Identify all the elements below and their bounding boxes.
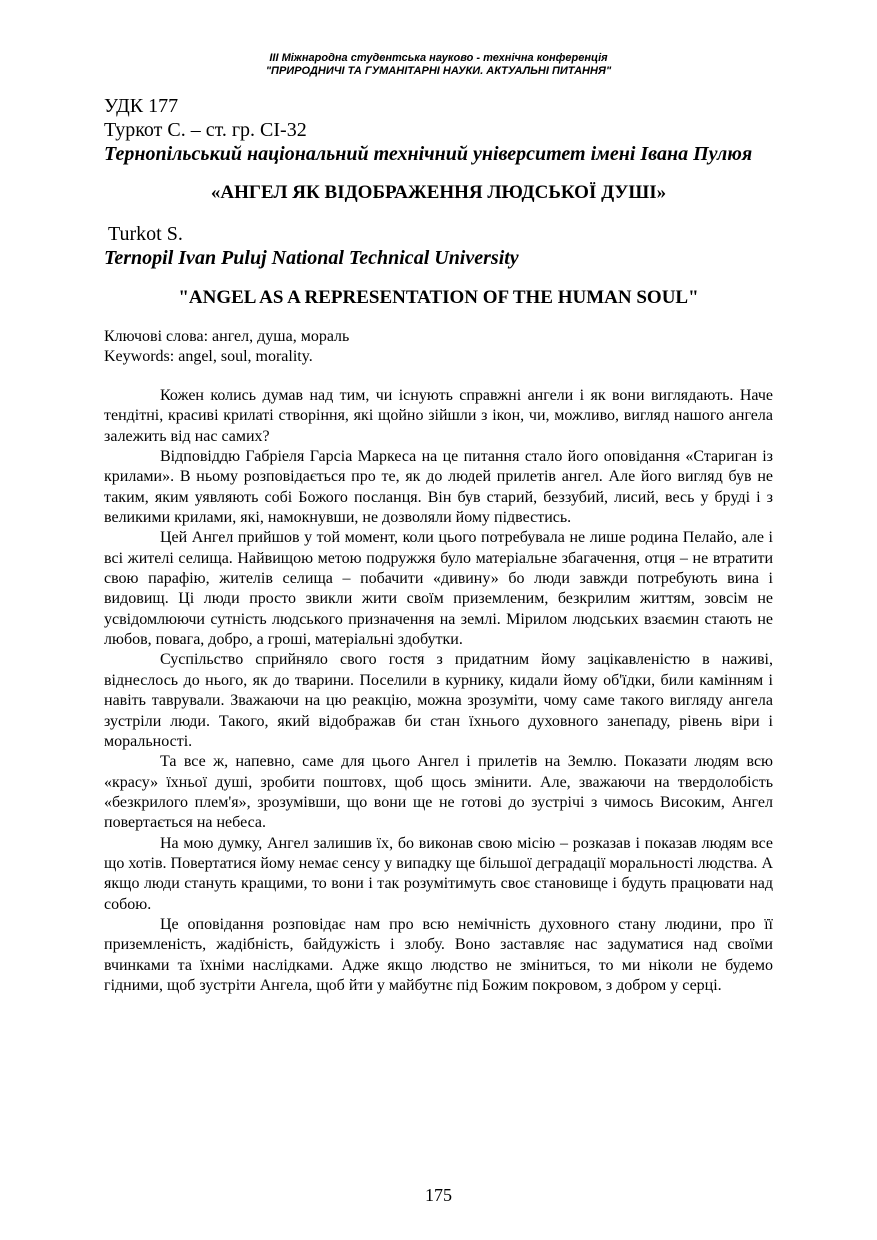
paper-title-ua: «АНГЕЛ ЯК ВІДОБРАЖЕННЯ ЛЮДСЬКОЇ ДУШІ» (210, 182, 667, 203)
paper-title-en: "ANGEL AS A REPRESENTATION OF THE HUMAN SOUL" (178, 287, 699, 308)
author-block-ua (104, 94, 784, 166)
author-ua: Туркот С. – ст. гр. СІ-32 (104, 119, 307, 141)
conference-theme-line: "ПРИРОДНИЧІ ТА ГУМАНІТАРНІ НАУКИ. АКТУАЛЬНІ ПИТАННЯ" (265, 65, 612, 77)
keywords-ua: Ключові слова: ангел, душа, мораль (104, 328, 350, 345)
paragraph: Це оповідання розповідає нам про всю немічність духовного стану людини, про її приземленість, жадібність, байдужість і злобу. Воно заставляє нас задуматися над своїми вчинками та їхніми наслідками. Адже якщо людство не зміниться, то ми ніколи не будемо гідними, щоб зустріти Ангела, щоб йти у майбутнє під Божим покровом, з добром у серці. (104, 915, 773, 994)
university-en: Ternopil Ivan Puluj National Technical University (104, 247, 519, 269)
paragraph: Та все ж, напевно, саме для цього Ангел і прилетів на Землю. Показати людям всю «красу» їхньої душі, зробити поштовх, щоб щось змінити. Але, зважаючи на твердолобість «безкрилого плем'я», зрозумівши, що вони ще не готові до зустрічі з чимось Високим, Ангел повертається на небеса. (104, 753, 773, 832)
paragraph: Кожен колись думав над тим, чи існують справжні ангели і як вони виглядають. Наче тендітні, красиві крилаті створіння, які щойно зійшли з ікон, чи, можливо, вигляд нашого ангела залежить від нас самих? (104, 387, 773, 445)
university-ua: Тернопільський національний технічний університет імені Івана Пулюя (104, 143, 753, 165)
keywords-en: Keywords: angel, soul, morality. (104, 348, 313, 365)
page-number: 175 (425, 1185, 452, 1205)
body-text (104, 386, 773, 996)
paragraph: Суспільство сприйняло свого гостя з придатним йому зацікавленістю в наживі, віднеслось до нього, як до тварини. Поселили в курнику, кидали йому об'їдки, били камінням і навіть таврували. Зважаючи на цю реакцію, можна зрозуміти, чому саме такого вигляду ангела зустріли люди. Такого, який відображав би стан їхнього духовного занепаду, рівень віри і моральності. (104, 651, 773, 750)
paragraph: Відповіддю Габріеля Гарсіа Маркеса на це питання стало його оповідання «Стариган із крилами». В ньому розповідається про те, як до людей прилетів ангел. Але його вигляд був не таким, яким уявляють собі Божого посланця. Він був старий, беззубий, лисий, весь у бруді і з великими крилами, які, намокнувши, не дозволяли йому підвестись. (104, 448, 773, 527)
author-block-en (104, 222, 784, 270)
conference-title-line: III Міжнародна студентська науково - технічна конференція (269, 52, 608, 64)
udk-code: УДК 177 (104, 95, 179, 117)
paragraph: На мою думку, Ангел залишив їх, бо виконав свою місію – розказав і показав людям все що хотів. Повертатися йому немає сенсу у випадку ще більшої деградації моральності людства. А якщо люди стануть кращими, то вони і так розумітимуть своє становище і будуть працювати над собою. (104, 834, 773, 913)
paragraph: Цей Ангел прийшов у той момент, коли цього потребувала не лише родина Пелайо, але і всі жителі селища. Найвищою метою подружжя було матеріальне збагачення, отця – не втратити свою парафію, жителів селища – побачити «дивину» бо люди завжди потребують вина і видовищ. Ці люди просто звикли жити своїм приземленим, безкрилим життям, зовсім не усвідомлюючи сутність людського призначення на землі. Мірилом людських взаємин стають не любов, повага, добро, а гроші, матеріальні здобутки. (104, 529, 773, 649)
author-en: Turkot S. (108, 223, 183, 245)
conference-header (0, 52, 877, 78)
keywords-block (104, 327, 784, 367)
